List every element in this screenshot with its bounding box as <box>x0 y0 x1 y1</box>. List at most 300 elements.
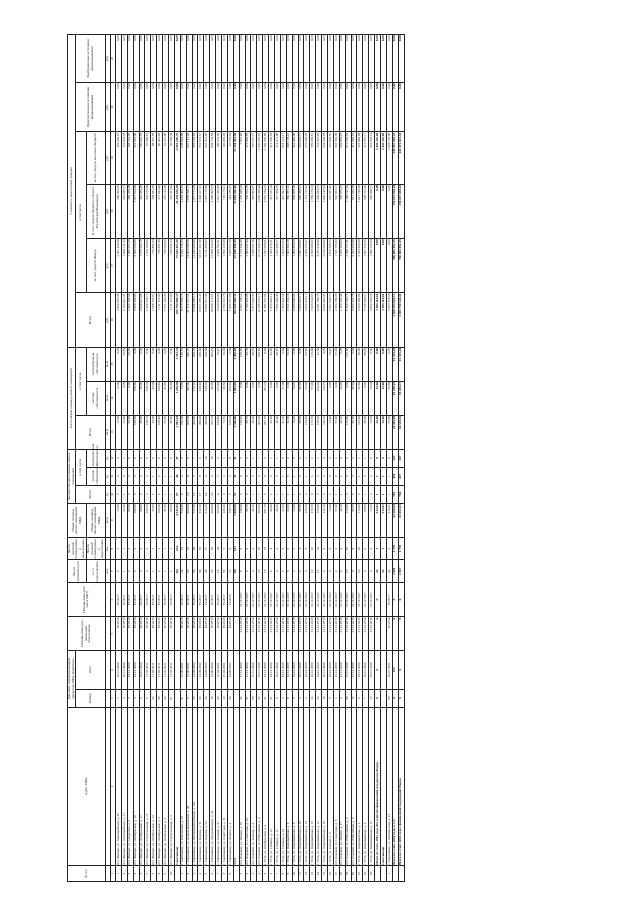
cell-c_all: 106 794 908,37 <box>174 293 180 347</box>
cell-c_f: 770 882,24 <box>151 238 157 292</box>
cell-c_r: 419 803,67 <box>251 184 257 238</box>
cell-res: 8 <box>351 560 357 583</box>
cell-no: 1 <box>239 866 245 882</box>
cell-no: 8 <box>157 866 163 882</box>
cell-e1: 0,00 <box>392 82 398 132</box>
cell-a_m: 115,80 <box>310 347 316 381</box>
cell-dem: 31.12.2017 <box>269 583 275 617</box>
cell-c_f: 706 082 092,25 <box>398 238 404 292</box>
cell-area: 864,60 <box>186 503 192 537</box>
cell-c_r: 1 276 846,04 <box>239 184 245 238</box>
cell-a_all: 74,20 <box>292 415 298 449</box>
cell-a_m: 0,00 <box>351 347 357 381</box>
cell-date: Х <box>375 651 381 689</box>
cell-a_m: 46,60 <box>274 347 280 381</box>
cell-c_all: 102 666 908,35 <box>233 293 239 347</box>
cell-a_m: 0,00 <box>369 347 375 381</box>
cell-a_p: 0,00 <box>245 381 251 415</box>
cell-r_all: 1 <box>381 485 387 503</box>
cell-end: IV.2016 <box>386 617 392 651</box>
cell-no: 3 <box>127 866 133 882</box>
cell-r_m: 0 <box>133 449 139 467</box>
cell-date: 21.12.2009 <box>339 651 345 689</box>
cell-c_r: 542 683,74 <box>121 184 127 238</box>
cell-a_m: 142,70 <box>180 347 186 381</box>
cell-c_f: 8 172 444,14 <box>257 238 263 292</box>
cell-r_p: 0 <box>328 467 334 485</box>
cell-c_all: 1 088 101,01 <box>151 293 157 347</box>
cell-area: 148,30 <box>221 503 227 537</box>
cell-e1: 0,00 <box>163 82 169 132</box>
cell-a_p: 56,80 <box>357 381 363 415</box>
cell-a_all: 34 539,81 <box>398 415 404 449</box>
cell-c_f: 3 120 000,00 <box>322 238 328 292</box>
rotated-table-wrapper <box>67 34 585 882</box>
cell-date: 11.02.2011 <box>157 651 163 689</box>
cell-c_r: 3 248 417,21 <box>198 184 204 238</box>
cell-addr: г. Сыктывкар, ул. Интернациональная, д. 164 <box>192 707 198 866</box>
cell-a_all: 69,70 <box>245 415 251 449</box>
cell-r_p: 2 <box>180 467 186 485</box>
cell-c_f: 4 181 618,49 <box>316 238 322 292</box>
cell-a_p: 99,50 <box>168 381 174 415</box>
cell-c_l: 4 991 196,73 <box>174 132 180 184</box>
cell-e2: 0,00 <box>386 35 392 83</box>
cell-res: 183 <box>233 560 239 583</box>
cell-end: IV.2016 <box>151 617 157 651</box>
cell-a_p: 1 094,10 <box>233 381 239 415</box>
cell-plan: 8 <box>322 537 328 560</box>
cell-r_p: 1 <box>163 467 169 485</box>
cell-e1: 0,00 <box>274 82 280 132</box>
cell-res: 6 <box>304 560 310 583</box>
cell-e2: 0,00 <box>398 35 404 83</box>
cell-r_p: 0 <box>257 467 263 485</box>
header-residents: Число жителей всего <box>68 560 87 583</box>
cell-plan: 4 <box>298 537 304 560</box>
cell-no: 4 <box>198 866 204 882</box>
cell-a_all: 46,60 <box>274 415 280 449</box>
cell-c_all: 1 900 442,58 <box>280 293 286 347</box>
cell-e2: 0,00 <box>186 35 192 83</box>
header-plan-demolish: Планируемая дата сноса МКД <box>68 583 106 617</box>
cell-a_all: 132,80 <box>345 415 351 449</box>
cell-a_m: 0,00 <box>133 347 139 381</box>
cell-e1: 0,00 <box>239 82 245 132</box>
cell-e2: 0,00 <box>251 35 257 83</box>
cell-num: 1 <box>115 689 121 707</box>
cell-a_p: 0,00 <box>345 381 351 415</box>
cell-a_m: 0,00 <box>263 347 269 381</box>
cell-c_all: 1 111 115,00 <box>168 293 174 347</box>
cell-r_all: 2 <box>139 485 145 503</box>
cell-date: 11.02.2011 <box>145 651 151 689</box>
cell-area: 57,00 <box>333 503 339 537</box>
cell-c_l: 243 472 823,54 <box>398 132 404 184</box>
cell-c_all: 2 009 947,00 <box>139 293 145 347</box>
cell-plan: 1 <box>163 537 169 560</box>
table-body <box>115 35 404 882</box>
cell-e1: 0,00 <box>233 82 239 132</box>
cell-c_all: 7 023 634,93 <box>310 293 316 347</box>
cell-c_r: 309 439,08 <box>127 184 133 238</box>
cell-e1: 0,00 <box>310 82 316 132</box>
cell-dem: IV.2017 <box>386 583 392 617</box>
cell-a_p: 0,00 <box>286 381 292 415</box>
cell-no: 22 <box>363 866 369 882</box>
cell-c_f: 1 850 125,88 <box>221 238 227 292</box>
cell-end: IV.2016 <box>163 617 169 651</box>
cell-c_r: 609 211,90 <box>363 184 369 238</box>
cell-r_all: 3 <box>310 485 316 503</box>
cell-area: 81,90 <box>163 503 169 537</box>
cell-r_all: 7 <box>257 485 263 503</box>
cell-r_p: 2 <box>216 467 222 485</box>
cell-res: 2 <box>127 560 133 583</box>
cell-c_f: 2 491 426,58 <box>115 238 121 292</box>
cell-no: 3 <box>192 866 198 882</box>
cell-c_all: 2 799 523,29 <box>245 293 251 347</box>
header-cost-local: за счет средств местного бюджета <box>86 132 105 184</box>
cell-end: IV.2016 <box>168 617 174 651</box>
cell-r_m: 2 <box>286 449 292 467</box>
cell-e1: 0,00 <box>221 82 227 132</box>
cell-dem: 31.12.2017 <box>274 583 280 617</box>
cell-res: 2 <box>145 560 151 583</box>
cell-c_l: 245 967 942,22 <box>392 132 398 184</box>
header-cost-extra-fund: Внебюджетные источники финансирования <box>76 35 106 83</box>
cell-e2: 0,00 <box>180 35 186 83</box>
cell-a_p: 98,50 <box>298 381 304 415</box>
cell-r_p: 2 <box>115 467 121 485</box>
cell-end: IV.2016 <box>139 617 145 651</box>
cell-a_p: 1 259,30 <box>174 381 180 415</box>
cell-r_m: 0 <box>151 449 157 467</box>
cell-area: 61 692,83 <box>398 503 404 537</box>
header-area-municipal: муниципальная собственность <box>86 347 105 381</box>
cell-r_p: 3 <box>133 467 139 485</box>
cell-res: 1 967 <box>398 560 404 583</box>
cell-num: 57 <box>245 689 251 707</box>
cell-r_all: 2 <box>298 485 304 503</box>
cell-a_p: 116,10 <box>322 381 328 415</box>
cell-c_f: 706 082 092,25 <box>392 238 398 292</box>
cell-a_p: 0,00 <box>127 381 133 415</box>
cell-end: 31.12.2016 <box>257 617 263 651</box>
cell-r_p: 0 <box>274 467 280 485</box>
cell-dem: Х <box>398 583 404 617</box>
cell-dem: IV.2017 <box>216 583 222 617</box>
cell-addr: Сыктывкар <box>174 707 180 866</box>
cell-end: IV.2016 <box>115 617 121 651</box>
cell-c_f: 9 731 808,62 <box>204 238 210 292</box>
cell-r_all: 2 <box>328 485 334 503</box>
cell-e2: 0,00 <box>227 35 233 83</box>
cell-r_m: 1 <box>316 449 322 467</box>
cell-res: 3 <box>133 560 139 583</box>
unit-cell: ед. <box>105 485 110 503</box>
cell-e2: 0,00 <box>333 35 339 83</box>
cell-c_r: 1 011 013,00 <box>133 184 139 238</box>
cell-a_all: 173,70 <box>310 415 316 449</box>
cell-end: 31.12.2016 <box>269 617 275 651</box>
cell-addr: г. Ухта, ул. Первомайская, д. 6 <box>286 707 292 866</box>
cell-c_f: 1 455 027,50 <box>227 238 233 292</box>
cell-area: 73,40 <box>328 503 334 537</box>
cell-area: 173,70 <box>310 503 316 537</box>
cell-c_all: 4 694 483,00 <box>322 293 328 347</box>
cell-e1: 0,00 <box>257 82 263 132</box>
cell-c_all: 2 484 208,58 <box>127 293 133 347</box>
cell-date: 24.12.2008 <box>127 651 133 689</box>
cell-a_p: 0,00 <box>333 381 339 415</box>
cell-plan: 3 <box>381 537 387 560</box>
column-number-cell: 5 <box>110 617 115 651</box>
cell-a_all: 3 001,64 <box>174 415 180 449</box>
cell-e2: 0,00 <box>369 35 375 83</box>
cell-plan: 12 <box>180 537 186 560</box>
cell-area: 4 531,03 <box>174 503 180 537</box>
cell-a_m: 0,00 <box>322 347 328 381</box>
cell-addr: пгт. Боровой, ул. Зеленая, д. 4 <box>251 707 257 866</box>
cell-end: 31.12.2016 <box>369 617 375 651</box>
cell-no: 11 <box>298 866 304 882</box>
cell-c_l: 534 339,36 <box>322 132 328 184</box>
cell-plan: 1 <box>121 537 127 560</box>
cell-c_l: 522 848,06 <box>357 132 363 184</box>
cell-no <box>398 866 404 882</box>
cell-end: 31.12.2016 <box>245 617 251 651</box>
cell-r_m: 2 <box>216 449 222 467</box>
document-sheet <box>67 34 585 882</box>
cell-addr: пгт. Жешарт, ул. Пионерская, д. 4 <box>163 707 169 866</box>
cell-date: 11.02.2011 <box>168 651 174 689</box>
cell-a_m: 0,00 <box>375 347 381 381</box>
cell-c_l: 86 558,36 <box>168 132 174 184</box>
cell-e1: 0,00 <box>139 82 145 132</box>
cell-e1: 0,00 <box>280 82 286 132</box>
cell-r_m: 2 <box>310 449 316 467</box>
cell-res: 10 <box>310 560 316 583</box>
cell-num: 6б <box>157 689 163 707</box>
cell-area: 132,80 <box>345 503 351 537</box>
cell-no: 12 <box>304 866 310 882</box>
cell-r_all: 6 <box>180 485 186 503</box>
cell-c_all: 5 062 451,17 <box>304 293 310 347</box>
cell-addr: г. Ухта, ул. Первомайская, д. 10 <box>298 707 304 866</box>
cell-c_l: 194 000,16 <box>115 132 121 184</box>
cell-addr: г. Ухта, ул. Первомайская, д. 19 <box>322 707 328 866</box>
cell-c_r: 3 447 176,86 <box>204 184 210 238</box>
cell-c_all: 2 495 118,68 <box>381 293 387 347</box>
cell-e2: 0,00 <box>304 35 310 83</box>
cell-end: IV.2018 <box>227 617 233 651</box>
cell-date: 24.12.2009 <box>322 651 328 689</box>
cell-r_m: 47 <box>174 449 180 467</box>
cell-a_all: 398,00 <box>198 415 204 449</box>
cell-plan: 4 <box>269 537 275 560</box>
cell-e1: 0,00 <box>351 82 357 132</box>
cell-r_m: 0 <box>227 449 233 467</box>
cell-c_all: 1 305 798 544,45 <box>398 293 404 347</box>
unit-cell: чел. <box>105 537 110 560</box>
cell-res: 2 <box>115 560 121 583</box>
cell-end: IV.2016 <box>198 617 204 651</box>
cell-a_all: 33,00 <box>151 415 157 449</box>
cell-num: Х <box>392 689 398 707</box>
cell-plan: 10 <box>310 537 316 560</box>
cell-r_all: 1 <box>280 485 286 503</box>
cell-c_l: 262 362,09 <box>333 132 339 184</box>
cell-date: 24.12.2009 <box>274 651 280 689</box>
unit-cell: руб. <box>105 238 110 292</box>
cell-date: 14.09.2000 <box>210 651 216 689</box>
cell-a_all: 113,60 <box>357 415 363 449</box>
cell-c_f: 1 827 379,36 <box>363 238 369 292</box>
cell-date: 24.12.2009 <box>369 651 375 689</box>
cell-r_all: 2 <box>127 485 133 503</box>
cell-res: 4 <box>369 560 375 583</box>
cell-date: 24.12.2009 <box>316 651 322 689</box>
cell-a_all: 99,50 <box>168 415 174 449</box>
cell-area: 199,60 <box>133 503 139 537</box>
cell-a_all: 73,40 <box>328 415 334 449</box>
cell-date: 24.12.2008 <box>133 651 139 689</box>
unit-cell: кв.м <box>105 503 110 537</box>
cell-a_m: 264,70 <box>192 347 198 381</box>
cell-e1: 0,00 <box>369 82 375 132</box>
cell-dem: IV.2017 <box>163 583 169 617</box>
cell-c_l: 197 107,77 <box>251 132 257 184</box>
cell-addr: пгт. Боровой, ул. Ленина, д. 10 <box>239 707 245 866</box>
cell-addr: г. Сыктывкар, ул. Советская, д. 11 <box>221 707 227 866</box>
cell-dem: Х <box>392 583 398 617</box>
cell-res: 2 <box>292 560 298 583</box>
cell-plan: 3 <box>386 537 392 560</box>
cell-r_p: 1 <box>339 467 345 485</box>
cell-a_all: 125,20 <box>304 415 310 449</box>
cell-c_r: 356 657 038,24 <box>398 184 404 238</box>
cell-r_all: 19 <box>186 485 192 503</box>
header-area-total: Общая площадь жилых помещений МКД <box>68 503 87 537</box>
cell-res: 1 <box>121 560 127 583</box>
cell-c_all: 1 855 946,12 <box>269 293 275 347</box>
cell-addr: пгт. Жешарт, ул. Октябрьская, д. 2 <box>157 707 163 866</box>
cell-addr: г. Сыктывкар, ул. Октябрьская, д. 15 <box>386 707 392 866</box>
cell-c_f: 1 993 021,64 <box>245 238 251 292</box>
cell-c_all: 1 111 115,00 <box>157 293 163 347</box>
cell-r_p: 40 <box>174 467 180 485</box>
cell-r_m: 0 <box>263 449 269 467</box>
cell-c_l: 91 988,97 <box>145 132 151 184</box>
cell-r_p: 1 <box>386 467 392 485</box>
cell-area: 47,00 <box>280 503 286 537</box>
cell-a_all: 59,90 <box>139 415 145 449</box>
cell-area: 69,70 <box>245 503 251 537</box>
cell-r_p: 0 <box>345 467 351 485</box>
cell-res: 66 <box>186 560 192 583</box>
cell-e1: 0,00 <box>292 82 298 132</box>
cell-a_all: 34 565,69 <box>392 415 398 449</box>
cell-no: 21 <box>357 866 363 882</box>
cell-a_m: 248,60 <box>198 347 204 381</box>
cell-r_p: 2 <box>145 467 151 485</box>
cell-c_all: 4 997 188,11 <box>239 293 245 347</box>
cell-a_all: 281,70 <box>263 415 269 449</box>
cell-dem: IV.2017 <box>133 583 139 617</box>
cell-a_all: 108,40 <box>157 415 163 449</box>
cell-r_p: 0 <box>239 467 245 485</box>
cell-no: 3 <box>251 866 257 882</box>
cell-c_r: 1 813 426,82 <box>216 184 222 238</box>
cell-r_p: 2 <box>298 467 304 485</box>
cell-addr: Всего по этапу 2016 года, в т.ч.: <box>392 707 398 866</box>
header-rooms-all: Всего <box>76 485 106 503</box>
cell-addr: г. Ухта, ул. Первомайская, д. 15 <box>310 707 316 866</box>
cell-r_all: 2 <box>304 485 310 503</box>
column-number-cell: 7 <box>110 560 115 583</box>
cell-c_all: 8 578 559,74 <box>180 293 186 347</box>
cell-date: 24.12.2009 <box>363 651 369 689</box>
cell-a_all: 442,80 <box>192 415 198 449</box>
unit-cell: руб. <box>105 132 110 184</box>
cell-r_all: 1 <box>163 485 169 503</box>
cell-plan: 5 <box>245 537 251 560</box>
cell-no: 9 <box>227 866 233 882</box>
cell-c_r: 1 394 054,01 <box>316 184 322 238</box>
cell-res: 46 <box>198 560 204 583</box>
cell-area: 612,20 <box>198 503 204 537</box>
cell-area: 99,50 <box>168 503 174 537</box>
cell-a_p: 0,00 <box>269 381 275 415</box>
cell-c_l: 2 495 118,68 <box>386 132 392 184</box>
cell-end: IV.2016 <box>127 617 133 651</box>
cell-c_all: 21 315 577,31 <box>186 293 192 347</box>
cell-no: 2 <box>186 866 192 882</box>
cell-e1: 0,00 <box>186 82 192 132</box>
cell-r_all: 2 <box>145 485 151 503</box>
cell-no: 7 <box>274 866 280 882</box>
cell-c_all: 4 593 399,04 <box>357 293 363 347</box>
cell-no: 5 <box>263 866 269 882</box>
cell-c_all: 2 954 281,09 <box>115 293 121 347</box>
cell-dem: IV.2017 <box>115 583 121 617</box>
cell-r_m: 1 <box>269 449 275 467</box>
cell-c_l: 214 471,88 <box>274 132 280 184</box>
cell-no: 14 <box>316 866 322 882</box>
cell-a_all: 73,50 <box>221 415 227 449</box>
cell-a_all: 57,00 <box>333 415 339 449</box>
header-area-group: Расселяемая площадь жилых помещений <box>68 347 76 449</box>
cell-addr: пгт. Жешарт, ул. Строительная, д. 12 <box>145 707 151 866</box>
cell-date: 21.06.2001 <box>180 651 186 689</box>
cell-num: 12 <box>351 689 357 707</box>
cell-c_f: 1 993 800,00 <box>292 238 298 292</box>
header-plan-done: Планируемая дата окончания переселения <box>68 617 106 651</box>
cell-c_all: 6 291 769,79 <box>316 293 322 347</box>
cell-res: 1 <box>151 560 157 583</box>
cell-date: 24.12.2009 <box>298 651 304 689</box>
cell-r_m: 0 <box>381 449 387 467</box>
header-residents-plan-2: Число жителей планируемых к переселению <box>85 538 105 559</box>
cell-c_all: 1 875 963,00 <box>251 293 257 347</box>
cell-a_all: 116,10 <box>322 415 328 449</box>
cell-c_all: 2 700 110,78 <box>221 293 227 347</box>
cell-dem: 31.12.2017 <box>286 583 292 617</box>
cell-a_p: 48,50 <box>221 381 227 415</box>
cell-c_all: 3 000 000,00 <box>292 293 298 347</box>
cell-e1: 0,00 <box>381 82 387 132</box>
